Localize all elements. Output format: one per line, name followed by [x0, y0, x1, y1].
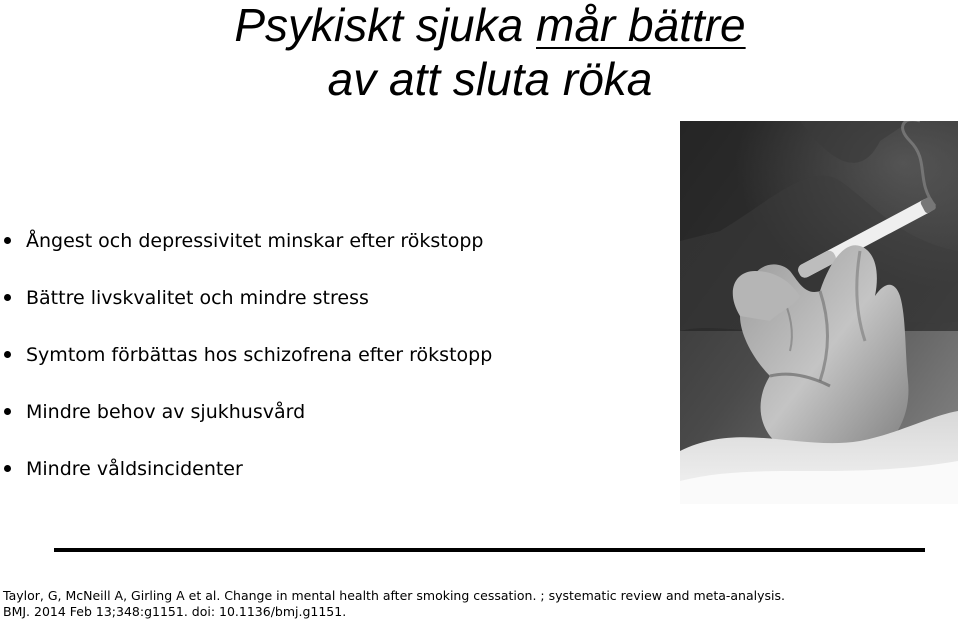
- title-emphasis: mår bättre: [536, 0, 746, 51]
- bullet-text: Symtom förbättas hos schizofrena efter rökstopp: [26, 344, 493, 366]
- bullet-dot-icon: [4, 351, 11, 358]
- reference-line-2: BMJ. 2014 Feb 13;348:g1151. doi: 10.1136/bmj.g1151.: [3, 604, 347, 619]
- bullet-item: [0, 336, 492, 393]
- bullet-item: [0, 393, 492, 450]
- bullet-item: [0, 450, 492, 507]
- title-line-1-text: Psykiskt sjuka: [234, 0, 536, 51]
- photo-hand-holding-cigarette-icon: [680, 121, 958, 504]
- reference-line-1: Taylor, G, McNeill A, Girling A et al. Change in mental health after smoking cessation. ; systematic review and meta-analysis.: [3, 588, 785, 603]
- bullet-text: Ångest och depressivitet minskar efter rökstopp: [26, 230, 484, 252]
- bullet-text: Mindre våldsincidenter: [26, 458, 243, 480]
- bullet-text: Bättre livskvalitet och mindre stress: [26, 287, 369, 309]
- title-line-2: av att sluta röka: [327, 53, 653, 105]
- bullet-list: [0, 222, 492, 507]
- cigarette-hand-photo: [680, 121, 958, 504]
- bullet-dot-icon: [4, 465, 11, 472]
- bullet-dot-icon: [4, 408, 11, 415]
- bullet-item: [0, 279, 492, 336]
- bullet-text: Mindre behov av sjukhusvård: [26, 401, 306, 423]
- divider-rule: [54, 548, 925, 552]
- reference-citation: [3, 588, 785, 620]
- bullet-dot-icon: [4, 294, 11, 301]
- bullet-item: [0, 222, 492, 279]
- bullet-dot-icon: [4, 237, 11, 244]
- title-line-1: [0, 0, 960, 52]
